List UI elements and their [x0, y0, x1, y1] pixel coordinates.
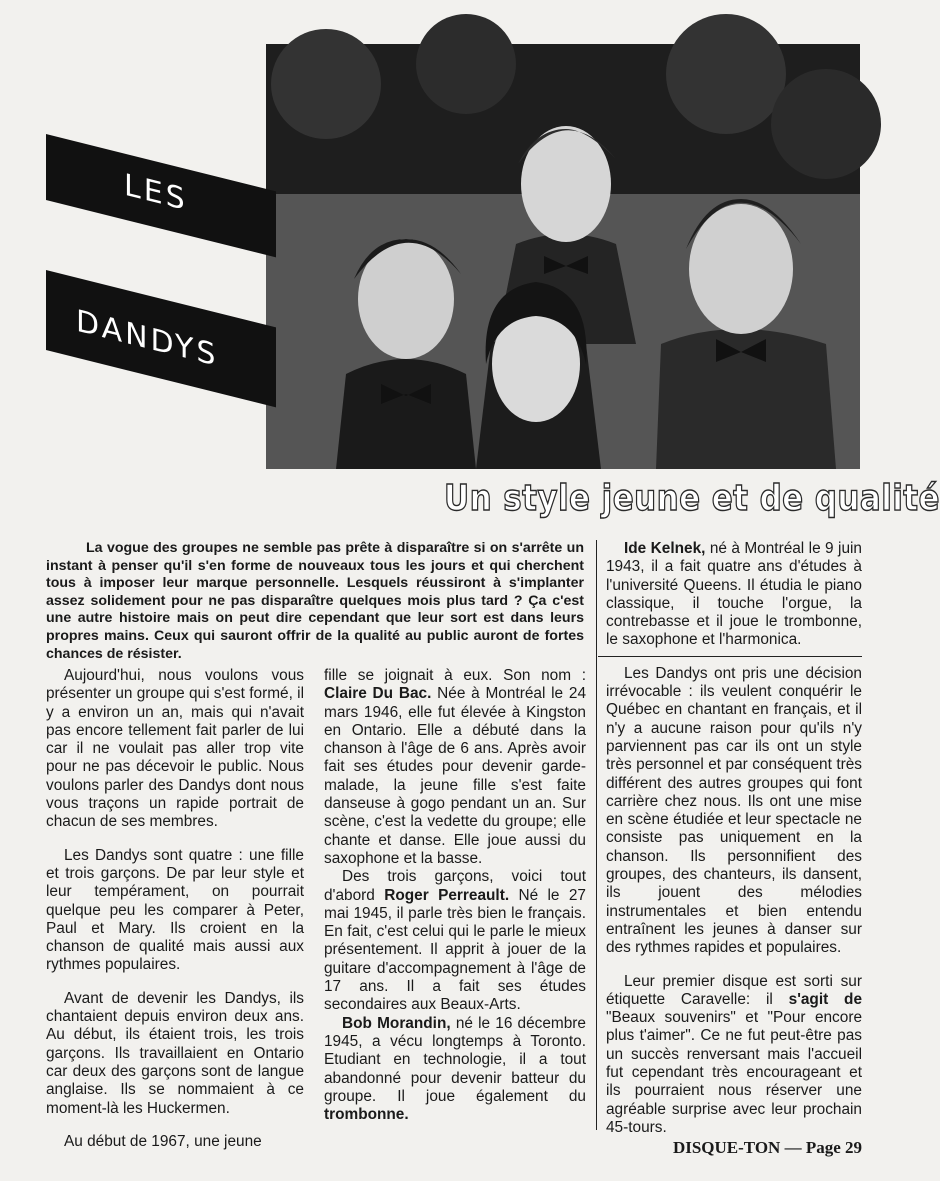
- paragraph: Des trois garçons, voici tout d'abord Roger Perreault. Né le 27 mai 1945, il parle très bien le français. En fait, c'est celui qui le parle le mieux présentement. Il apprit à jouer de la guitare d'accompagnement à l'âge de 17 ans. Il a fait ses études secondaires aux Beaux-Arts.: [324, 868, 586, 1014]
- paragraph: Ide Kelnek, né à Montréal le 9 juin 1943, il a fait quatre ans d'études à l'université Queens. Il étudia le piano classique, il touche l'orgue, la contrebasse et il joue le trombonne, le saxophone et l'harmonica.: [606, 540, 862, 649]
- member-name: Roger Perreault.: [384, 886, 510, 904]
- paragraph: Leur premier disque est sorti sur étiquette Caravelle: il s'agit de "Beaux souvenirs" et "Pour encore plus t'aimer". Ce ne fut peut-être pas un succès renversant mais l'accueil fut cependant très encourageant et ils pourraient nous réserver une agréable surprise avec leur prochain 45-tours.: [606, 972, 862, 1136]
- section-rule: [598, 656, 862, 657]
- member-name: Claire Du Bac.: [324, 685, 432, 703]
- article-headline: Un style jeune et de qualité: [444, 478, 940, 519]
- paragraph: Avant de devenir les Dandys, ils chantaient depuis environ deux ans. Au début, ils étaient trois, les trois garçons. Ils travaillaient en Ontario car deux des garçons sont de langue anglaise. Ils se nommaient à ce moment-là les Huckermen.: [46, 989, 304, 1117]
- title-line-1: LES: [124, 167, 188, 219]
- title-line-2: DANDYS: [76, 303, 219, 374]
- title-band-les: [46, 134, 276, 257]
- paragraph: Aujourd'hui, nous voulons vous présenter un groupe qui s'est formé, il y a environ un an, mais qui n'avait pas encore tellement fait parler de lui car il ne voulait pas aller trop vite pour ne pas décevoir le public. Nous voulons parler des Dandys dont nous vous traçons un rapide portrait de chacun de ses membres.: [46, 667, 304, 831]
- member-name: Bob Morandin,: [342, 1014, 451, 1032]
- column-3: [606, 540, 862, 1137]
- page-footer: DISQUE-TON — Page 29: [672, 1138, 862, 1157]
- band-photo: [266, 44, 860, 469]
- title-band-dandys: [46, 270, 276, 407]
- paragraph: Bob Morandin, né le 16 décembre 1945, a vécu longtemps à Toronto. Etudiant en technologie, il a tout abandonné pour devenir batteur du groupe. Il joue également du trombonne.: [324, 1014, 586, 1124]
- member-name: Ide Kelnek,: [624, 540, 706, 557]
- paragraph: fille se joignait à eux. Son nom : Claire Du Bac. Née à Montréal le 24 mars 1946, elle fut élevée à Kingston en Ontario. Elle a débuté dans la chanson à l'âge de 6 ans. Après avoir fait ses études pour devenir garde-malade, la jeune fille s'est faite danseuse à gogo pendant un an. Sur scène, c'est la vedette du groupe; elle chante et danse. Elle joue aussi du saxophone et la basse.: [324, 667, 587, 867]
- paragraph: Les Dandys ont pris une décision irrévocable : ils veulent conquérir le Québec en chantant en français, et il n'y a aucune raison pour qu'ils n'y parviennent pas car ils ont un style très personnel et par conséquent très différent des autres groupes qui font carrière chez nous. Ils ont une mise en scène étudiée et leur spectacle ne consiste pas uniquement en la chanson. Ils personnifient des groupes, des chanteurs, ils dansent, ils jouent des mélodies instrumentales et bien entendu entraînent les jeunes à danser sur des rythmes rapides et populaires.: [606, 664, 862, 957]
- paragraph: Au début de 1967, une jeune: [64, 1132, 262, 1150]
- intro-paragraph: La vogue des groupes ne semble pas prête à disparaître si on s'arrête un instant à penser qu'il s'en forme de nouveaux tous les jours et qui cherchent tous à imposer leur marque personnelle. Lesquels réussiront à s'implanter assez solidement pour ne pas disparaître quelques mois plus tard ? Ça c'est une autre histoire mais on peut dire cependant que leur sort est dans leurs propres mains. Ceux qui sauront offrir de la qualité au public auront de fortes chances de résister.: [46, 540, 584, 662]
- column-1: [46, 667, 304, 1151]
- column-2: [324, 667, 586, 1124]
- paragraph: Les Dandys sont quatre : une fille et trois garçons. De par leur style et leur tempérament, on pourrait quelque peu les comparer à Peter, Paul et Mary. Ils croient en la chanson de qualité mais aussi aux rythmes populaires.: [46, 846, 304, 974]
- column-divider: [596, 540, 597, 1130]
